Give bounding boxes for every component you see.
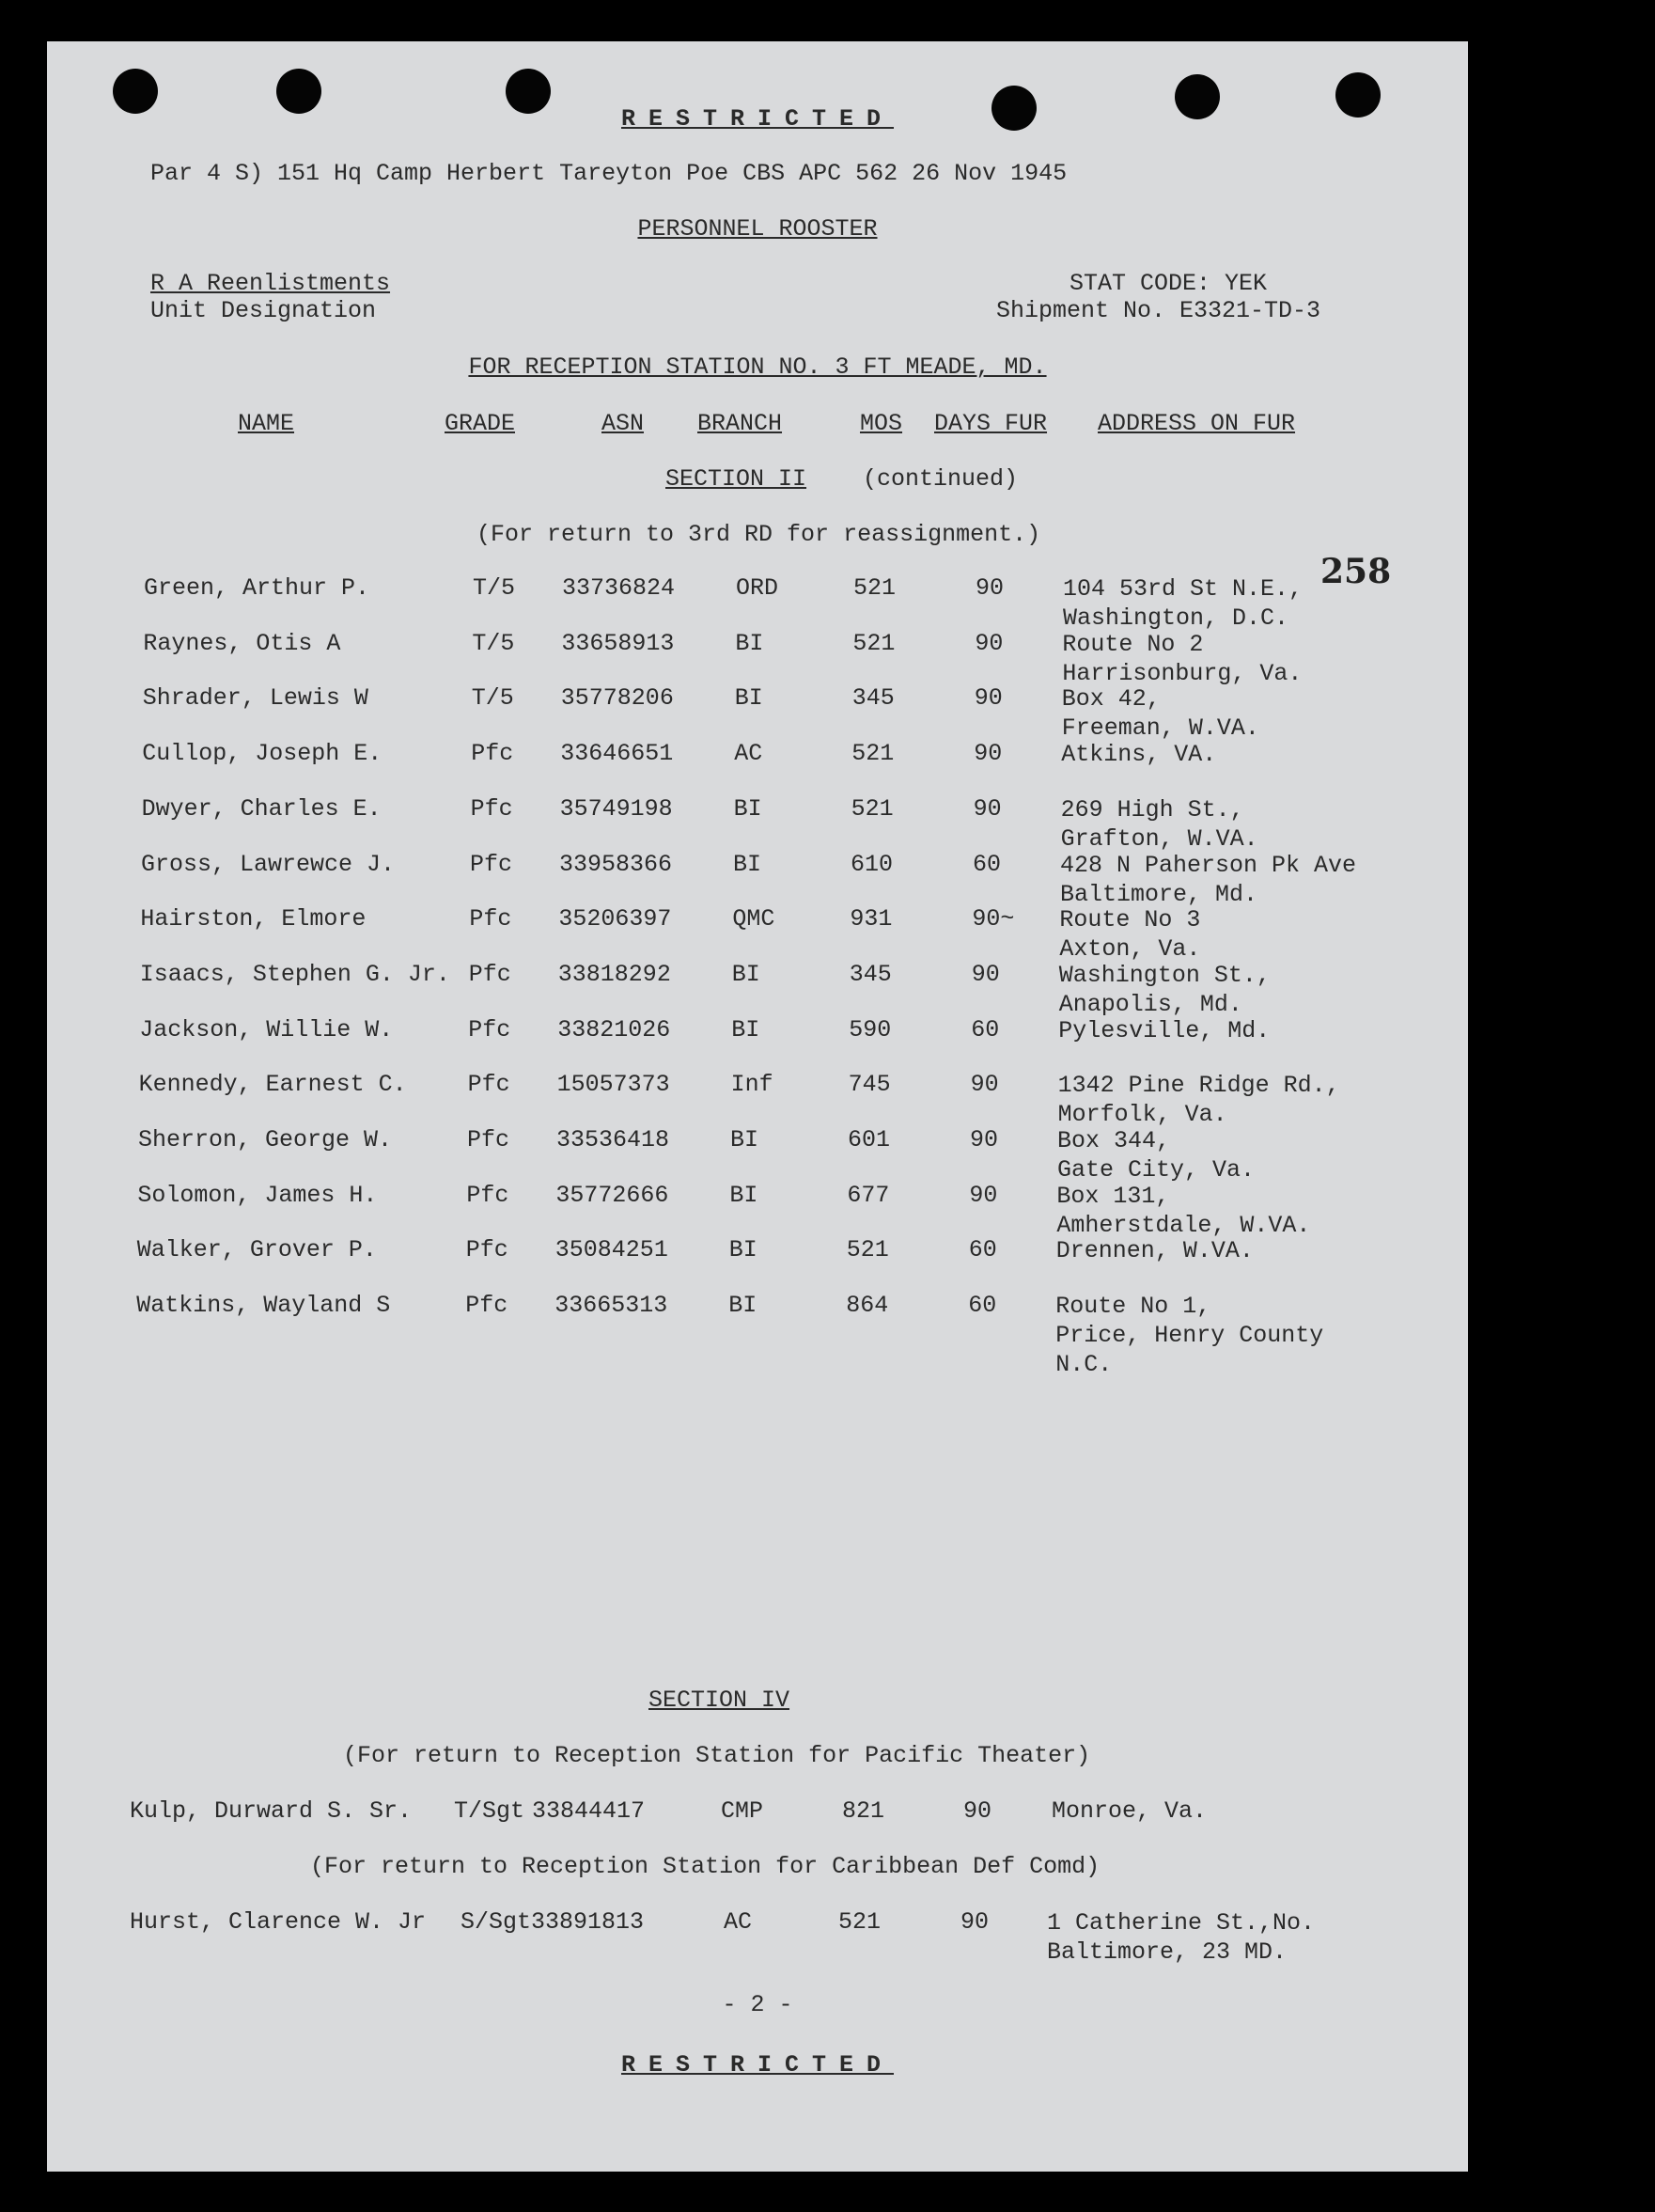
cell-asn: 33821026 [557,1015,671,1043]
cell-address [1056,1182,1310,1240]
column-header-grade: GRADE [445,410,516,437]
reception-station: FOR RECEPTION STATION NO. 3 FT MEADE, MD. [468,353,1047,381]
cell-asn: 33818292 [557,960,671,988]
cell-asn: 33646651 [560,740,674,768]
cell-grade: Pfc [465,1292,508,1320]
cell-branch: BI [730,1126,759,1153]
page-number: - 2 - [722,1991,793,2018]
address-line: Freeman, W.VA. [1061,714,1259,743]
cell-asn: 35772666 [555,1181,669,1209]
cell-days: 90~ [972,905,1015,933]
cell-address [1058,1071,1340,1129]
address-line: Axton, Va. [1059,935,1201,964]
address-line: Baltimore, Md. [1060,880,1258,908]
cell-asn: 33958366 [559,850,673,878]
section-iv-title: SECTION IV [648,1686,790,1714]
cell-days: 90 [970,1071,999,1099]
table-row [47,1292,1468,1379]
cell-mos: 821 [842,1797,885,1825]
cell-days: 90 [974,740,1003,768]
cell-name: Solomon, James H. [137,1181,378,1209]
cell-mos: 931 [850,905,893,933]
cell-branch: AC [724,1908,753,1936]
cell-branch: BI [733,794,762,823]
column-header-asn: ASN [601,410,645,437]
cell-name: Green, Arthur P. [144,574,370,602]
address-line: Box 344, [1057,1127,1171,1154]
cell-address [1060,851,1356,909]
cell-grade: Pfc [471,740,514,768]
cell-name: Watkins, Wayland S [136,1292,391,1320]
cell-days: 90 [976,574,1005,602]
cell-address [1062,630,1302,688]
cell-address [1059,905,1200,964]
cell-mos: 610 [851,850,894,878]
cell-grade: Pfc [468,960,511,988]
cell-name: Gross, Lawrewce J. [141,850,396,878]
cell-asn: 35206397 [558,905,672,933]
cell-address: Monroe, Va. [1052,1797,1208,1825]
cell-mos: 745 [848,1071,891,1099]
cell-days: 90 [970,1126,999,1153]
cell-grade: Pfc [470,794,513,823]
cell-mos: 521 [852,629,896,657]
table-row [47,1908,1468,1974]
address-line: 1342 Pine Ridge Rd., [1057,1072,1340,1100]
shipment-number: Shipment No. E3321-TD-3 [996,297,1321,324]
cell-address [1055,1292,1323,1379]
address-line: Washington, D.C. [1063,604,1289,632]
cell-asn: 33658913 [561,629,675,657]
cell-mos: 345 [849,960,892,988]
cell-asn: 33736824 [562,574,676,602]
cell-days: 60 [968,1236,997,1264]
cell-asn: 15057373 [556,1071,670,1099]
cell-grade: Pfc [470,850,513,878]
cell-address [1059,961,1271,1019]
column-header-name: NAME [238,410,295,437]
cell-days: 60 [973,850,1002,878]
address-line: Washington St., [1058,961,1271,989]
cell-name: Cullop, Joseph E. [142,740,383,768]
cell-asn: 33665313 [554,1292,668,1320]
cell-name: Jackson, Willie W. [139,1015,394,1043]
cell-asn: 35084251 [554,1236,668,1264]
cell-address [1061,740,1216,769]
stat-code: STAT CODE: YEK [1070,270,1268,297]
section-ii-continued: (continued) [863,465,1019,493]
cell-branch: QMC [732,905,775,933]
restricted-footer: RESTRICTED [620,2051,895,2079]
cell-days: 90 [974,684,1003,713]
cell-mos: 677 [847,1181,890,1209]
cell-name: Sherron, George W. [138,1126,393,1153]
cell-branch: BI [734,684,763,713]
address-line: 1 Catherine St.,No. [1047,1909,1316,1937]
cell-branch: BI [735,629,764,657]
address-line: Morfolk, Va. [1057,1101,1227,1129]
section-iv-note-pacific: (For return to Reception Station for Pacific Theater) [343,1742,1091,1769]
cell-name: Hairston, Elmore [140,905,367,933]
address-line: Anapolis, Md. [1058,990,1242,1018]
address-line: Route No 3 [1059,906,1201,934]
address-line: Baltimore, 23 MD. [1047,1938,1288,1966]
document-page [47,41,1468,2172]
cell-grade: Pfc [468,1015,511,1043]
cell-mos: 521 [851,794,894,823]
document-title: PERSONNEL ROOSTER [637,215,878,243]
cell-name: Dwyer, Charles E. [141,794,382,823]
cell-address [1047,1908,1315,1967]
address-line: Drennen, W.VA. [1055,1237,1254,1265]
cell-branch: Inf [730,1071,773,1099]
cell-days: 60 [971,1015,1000,1043]
cell-name: Raynes, Otis A [143,629,341,657]
cell-branch: BI [729,1181,758,1209]
unit-designation-label: Unit Designation [150,297,377,324]
address-line: N.C. [1055,1351,1113,1379]
unit-line: R A Reenlistments [150,270,391,297]
cell-grade: Pfc [466,1181,509,1209]
cell-mos: 521 [846,1236,889,1264]
cell-asn: 35778206 [560,684,674,713]
address-line: Gate City, Va. [1057,1156,1256,1184]
address-line: Box 42, [1061,685,1161,714]
section-ii-note: (For return to 3rd RD for reassignment.) [476,521,1041,548]
cell-days: 90 [960,1908,990,1936]
cell-asn: 33536418 [556,1126,670,1153]
address-line: Box 131, [1056,1182,1170,1210]
cell-days: 90 [963,1797,992,1825]
cell-grade: T/5 [471,684,514,713]
cell-address [1063,574,1303,633]
restricted-header: RESTRICTED [620,105,895,133]
cell-address [1061,795,1258,854]
cell-grade: T/5 [473,574,516,602]
cell-address [1057,1126,1255,1184]
cell-days: 90 [973,794,1002,823]
cell-days: 90 [971,960,1000,988]
cell-mos: 521 [853,574,897,602]
cell-name: Kulp, Durward S. Sr. [130,1797,413,1825]
cell-days: 90 [975,629,1004,657]
cell-branch: BI [728,1236,757,1264]
cell-branch: BI [728,1292,757,1320]
cell-days: 90 [969,1181,998,1209]
cell-branch: AC [734,740,763,768]
cell-mos: 601 [848,1126,891,1153]
cell-grade: Pfc [467,1071,510,1099]
cell-mos: 345 [851,684,895,713]
cell-mos: 864 [846,1292,889,1320]
address-line: Amherstdale, W.VA. [1056,1211,1311,1239]
page-stamp-number: 258 [1320,552,1392,591]
cell-grade: S/Sgt [461,1908,532,1936]
cell-name: Hurst, Clarence W. Jr [130,1908,427,1936]
cell-name: Isaacs, Stephen G. Jr. [139,960,450,988]
cell-address [1058,1016,1270,1045]
cell-grade: Pfc [467,1126,510,1153]
cell-asn: 35749198 [559,794,673,823]
cell-branch: BI [733,850,762,878]
address-line: Route No 2 [1062,630,1204,658]
cell-name: Kennedy, Earnest C. [138,1071,407,1099]
section-iv-note-caribbean: (For return to Reception Station for Caribbean Def Comd) [310,1853,1101,1880]
cell-asn: 33891813 [531,1908,645,1936]
column-header-address: ADDRESS ON FUR [1098,410,1296,437]
section-ii-title: SECTION II [665,465,807,493]
cell-grade: Pfc [465,1236,508,1264]
column-header-branch: BRANCH [697,410,783,437]
cell-branch: CMP [721,1797,764,1825]
cell-address [1056,1236,1254,1265]
order-line: Par 4 S) 151 Hq Camp Herbert Tareyton Poe CBS APC 562 26 Nov 1945 [150,160,1068,187]
cell-name: Walker, Grover P. [136,1236,377,1264]
cell-address [1062,684,1259,743]
column-header-days-fur: DAYS FUR [934,410,1048,437]
cell-days: 60 [968,1292,997,1320]
address-line: 428 N Paherson Pk Ave [1060,851,1357,879]
address-line: Harrisonburg, Va. [1062,659,1303,687]
address-line: Atkins, VA. [1061,741,1217,769]
cell-grade: T/Sgt [454,1797,525,1825]
cell-mos: 521 [838,1908,882,1936]
column-header-mos: MOS [860,410,903,437]
cell-name: Shrader, Lewis W [142,684,368,713]
address-line: Grafton, W.VA. [1060,824,1258,853]
cell-mos: 590 [849,1015,892,1043]
cell-mos: 521 [851,740,895,768]
address-line: 269 High St., [1060,795,1244,824]
address-line: Route No 1, [1055,1293,1211,1321]
cell-branch: ORD [736,574,779,602]
cell-asn: 33844417 [532,1797,646,1825]
address-line: 104 53rd St N.E., [1063,575,1304,603]
cell-branch: BI [731,960,760,988]
cell-grade: Pfc [469,905,512,933]
cell-grade: T/5 [472,629,515,657]
address-line: Pylesville, Md. [1058,1016,1271,1044]
cell-branch: BI [731,1015,760,1043]
address-line: Price, Henry County [1055,1322,1324,1350]
